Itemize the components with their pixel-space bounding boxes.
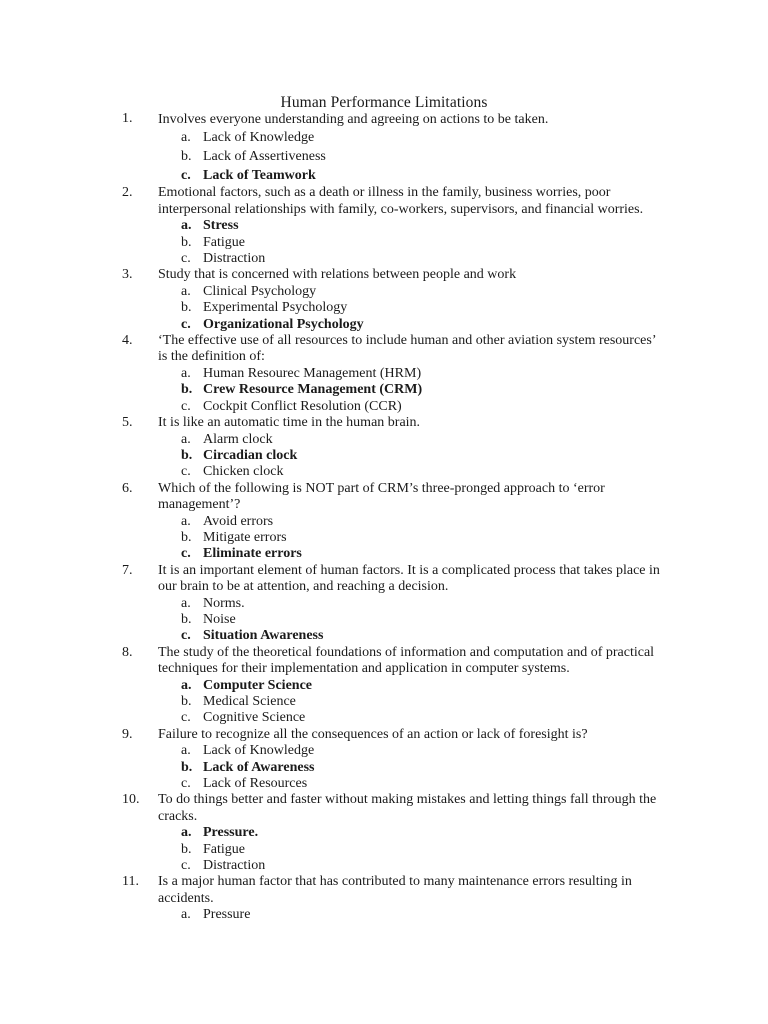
option-letter: b. <box>181 149 192 165</box>
option-letter: c. <box>181 628 191 644</box>
option-letter: a. <box>181 513 191 529</box>
question-text: The study of the theoretical foundations of information and computation and of practical techniques for their implementation and application in computer systems. <box>158 644 655 677</box>
option-text: Cockpit Conflict Resolution (CCR) <box>203 398 402 414</box>
option-letter: a. <box>181 218 192 234</box>
option-text: Medical Science <box>203 694 296 709</box>
option-text: Lack of Assertiveness <box>203 149 326 165</box>
answer-option <box>158 907 660 923</box>
option-letter: b. <box>181 611 192 627</box>
option-text: Lack of Awareness <box>203 759 315 775</box>
question-number: 4. <box>122 333 133 349</box>
question-item <box>0 415 768 481</box>
option-letter: b. <box>181 694 192 709</box>
answer-option <box>158 514 660 530</box>
answer-option <box>158 694 660 710</box>
question-text: Failure to recognize all the consequences of an action or lack of foresight is? <box>158 726 588 742</box>
question-number: 5. <box>122 415 133 431</box>
answer-option <box>158 858 660 874</box>
question-number: 10. <box>122 792 140 808</box>
answer-option <box>158 596 660 612</box>
answer-option <box>158 284 660 300</box>
answer-option <box>158 147 660 166</box>
correct-answer-option <box>158 825 660 841</box>
option-text: Lack of Resources <box>203 776 308 792</box>
answer-option <box>158 530 660 546</box>
option-text: Stress <box>203 218 239 234</box>
option-letter: a. <box>181 677 192 693</box>
question-text: Emotional factors, such as a death or illness in the family, business worries, poor interpersonal relationships with family, co-workers, supervisors, and financial worries. <box>158 185 644 217</box>
question-number: 1. <box>122 111 133 126</box>
option-text: Lack of Teamwork <box>203 168 316 184</box>
option-text: Cognitive Science <box>203 710 306 726</box>
correct-answer-option <box>158 448 660 464</box>
answer-options <box>158 432 660 481</box>
option-text: Eliminate errors <box>203 546 302 562</box>
correct-answer-option <box>158 546 660 562</box>
option-text: Computer Science <box>203 677 312 693</box>
answer-options <box>158 514 660 563</box>
answer-option <box>158 464 660 480</box>
option-text: Chicken clock <box>203 464 284 480</box>
option-text: Alarm clock <box>203 431 273 447</box>
option-text: Lack of Knowledge <box>203 130 315 146</box>
answer-option <box>158 251 660 267</box>
question-number: 7. <box>122 562 133 578</box>
answer-option <box>158 128 660 147</box>
option-text: Situation Awareness <box>203 628 324 644</box>
correct-answer-option <box>158 678 660 694</box>
question-text: Involves everyone understanding and agreeing on actions to be taken. <box>158 112 549 127</box>
question-text: It is like an automatic time in the human brain. <box>158 415 421 431</box>
question-item <box>0 727 768 793</box>
option-letter: c. <box>181 710 191 726</box>
question-number: 3. <box>122 267 133 283</box>
answer-options <box>158 218 660 267</box>
option-letter: b. <box>181 382 193 398</box>
question-text: To do things better and faster without making mistakes and letting things fall through the cracks. <box>158 792 657 824</box>
option-text: Circadian clock <box>203 447 298 463</box>
question-number: 6. <box>122 480 133 496</box>
option-letter: c. <box>181 168 191 184</box>
option-letter: a. <box>181 825 192 841</box>
answer-options <box>158 743 660 792</box>
question-item <box>0 185 768 267</box>
answer-option <box>158 743 660 759</box>
option-letter: b. <box>181 447 193 463</box>
answer-option <box>158 235 660 251</box>
option-letter: a. <box>181 907 191 923</box>
correct-answer-option <box>158 166 660 185</box>
option-letter: a. <box>181 595 191 611</box>
answer-option <box>158 776 660 792</box>
option-text: Experimental Psychology <box>203 300 348 316</box>
question-number: 11. <box>122 874 139 890</box>
option-letter: b. <box>181 529 192 545</box>
answer-options <box>158 596 660 645</box>
option-letter: a. <box>181 431 191 447</box>
option-text: Fatigue <box>203 841 245 857</box>
option-text: Distraction <box>203 858 266 874</box>
option-letter: b. <box>181 841 192 857</box>
question-text: ‘The effective use of all resources to include human and other aviation system resources’ is the definition of: <box>158 333 656 365</box>
option-text: Pressure <box>203 907 251 923</box>
option-letter: a. <box>181 743 191 759</box>
option-text: Norms. <box>203 595 245 611</box>
option-letter: c. <box>181 464 191 480</box>
question-number: 2. <box>122 185 133 201</box>
question-item <box>0 563 768 645</box>
question-item <box>0 481 768 563</box>
question-item <box>0 333 768 415</box>
question-text: Which of the following is NOT part of CRM’s three-pronged approach to ‘error management’? <box>158 480 605 513</box>
option-letter: c. <box>181 398 191 414</box>
answer-option <box>158 710 660 726</box>
answer-options <box>158 678 660 727</box>
option-text: Lack of Knowledge <box>203 743 315 759</box>
option-text: Crew Resource Management (CRM) <box>203 382 423 398</box>
page-title: Human Performance Limitations <box>280 94 488 111</box>
answer-option <box>158 612 660 628</box>
option-text: Clinical Psychology <box>203 283 317 299</box>
option-letter: c. <box>181 858 191 874</box>
option-letter: b. <box>181 759 193 775</box>
correct-answer-option <box>158 382 660 398</box>
correct-answer-option <box>158 218 660 234</box>
question-item <box>0 111 768 185</box>
option-letter: a. <box>181 365 191 381</box>
question-item <box>0 792 768 874</box>
option-text: Noise <box>203 611 236 627</box>
answer-option <box>158 399 660 415</box>
option-letter: b. <box>181 234 192 250</box>
answer-option <box>158 366 660 382</box>
correct-answer-option <box>158 317 660 333</box>
question-item <box>0 874 768 923</box>
question-text: Is a major human factor that has contributed to many maintenance errors resulting in accidents. <box>158 874 632 906</box>
answer-options <box>158 366 660 415</box>
correct-answer-option <box>158 760 660 776</box>
answer-options <box>158 907 660 923</box>
option-letter: a. <box>181 130 191 146</box>
question-text: It is an important element of human factors. It is a complicated process that takes place in our brain to be at attention, and reaching a decision. <box>158 562 660 595</box>
answer-option <box>158 300 660 316</box>
option-letter: c. <box>181 316 191 332</box>
correct-answer-option <box>158 628 660 644</box>
option-letter: a. <box>181 283 191 299</box>
option-text: Fatigue <box>203 234 245 250</box>
question-list <box>0 111 768 924</box>
option-text: Mitigate errors <box>203 529 287 545</box>
option-text: Pressure. <box>203 825 259 841</box>
option-letter: c. <box>181 251 191 267</box>
question-number: 9. <box>122 726 133 742</box>
question-item <box>0 267 768 333</box>
option-text: Human Resourec Management (HRM) <box>203 365 422 381</box>
question-number: 8. <box>122 644 133 660</box>
option-letter: c. <box>181 546 191 562</box>
option-text: Organizational Psychology <box>203 316 364 332</box>
option-text: Distraction <box>203 251 266 267</box>
answer-options <box>158 128 660 185</box>
answer-option <box>158 842 660 858</box>
answer-options <box>158 825 660 874</box>
answer-option <box>158 432 660 448</box>
option-text: Avoid errors <box>203 513 274 529</box>
answer-options <box>158 284 660 333</box>
option-letter: b. <box>181 300 192 316</box>
question-text: Study that is concerned with relations between people and work <box>158 267 517 283</box>
question-item <box>0 645 768 727</box>
option-letter: c. <box>181 776 191 792</box>
